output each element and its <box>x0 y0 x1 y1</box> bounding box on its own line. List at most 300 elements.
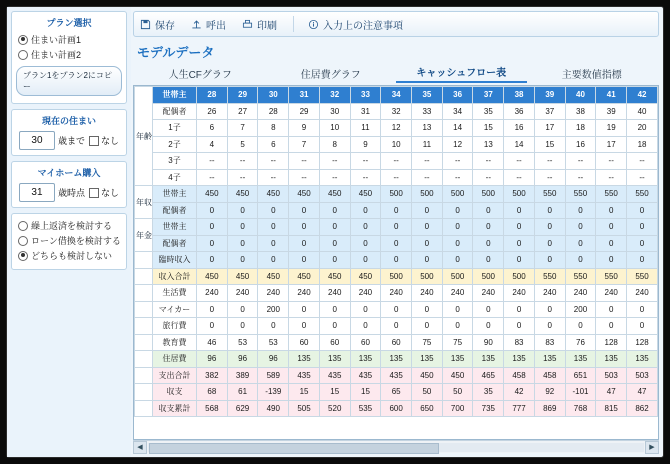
table-cell[interactable]: 550 <box>627 186 658 203</box>
tab-life-cf-graph[interactable]: 人生CFグラフ <box>168 70 232 81</box>
table-cell[interactable]: 35 <box>412 87 443 104</box>
table-cell[interactable]: 4 <box>197 136 228 153</box>
table-cell[interactable]: 0 <box>350 318 381 335</box>
table-cell[interactable]: 135 <box>504 351 535 368</box>
table-cell[interactable]: 135 <box>289 351 320 368</box>
loan-option-refinance[interactable] <box>18 234 122 247</box>
table-cell[interactable]: 68 <box>197 384 228 401</box>
table-cell[interactable]: 0 <box>381 301 412 318</box>
table-cell[interactable]: -- <box>258 169 289 186</box>
table-cell[interactable]: 16 <box>504 120 535 137</box>
table-cell[interactable]: 90 <box>473 334 504 351</box>
table-cell[interactable]: 0 <box>319 219 350 236</box>
table-cell[interactable]: 240 <box>565 285 596 302</box>
table-cell[interactable]: 0 <box>381 219 412 236</box>
table-cell[interactable]: 36 <box>504 103 535 120</box>
table-cell[interactable]: 47 <box>596 384 627 401</box>
table-cell[interactable]: 135 <box>442 351 473 368</box>
table-cell[interactable]: 0 <box>197 252 228 269</box>
table-cell[interactable]: 31 <box>350 103 381 120</box>
table-cell[interactable]: 135 <box>627 351 658 368</box>
table-cell[interactable]: 96 <box>227 351 258 368</box>
table-cell[interactable]: 15 <box>350 384 381 401</box>
table-cell[interactable]: 0 <box>350 301 381 318</box>
table-row[interactable] <box>135 301 658 318</box>
table-cell[interactable]: 0 <box>534 301 565 318</box>
copy-plan-button[interactable]: プラン1をプラン2にコピー <box>16 66 122 96</box>
table-cell[interactable]: 240 <box>412 285 443 302</box>
scroll-track[interactable] <box>148 443 644 452</box>
table-cell[interactable]: 550 <box>596 186 627 203</box>
table-cell[interactable]: 0 <box>412 235 443 252</box>
table-cell[interactable]: 83 <box>534 334 565 351</box>
table-cell[interactable]: 0 <box>534 219 565 236</box>
table-cell[interactable]: 35 <box>473 384 504 401</box>
radio-icon[interactable] <box>18 251 28 261</box>
table-cell[interactable]: 27 <box>227 103 258 120</box>
table-cell[interactable]: 13 <box>412 120 443 137</box>
table-cell[interactable]: 0 <box>473 202 504 219</box>
table-cell[interactable]: 76 <box>565 334 596 351</box>
table-cell[interactable]: 0 <box>227 235 258 252</box>
table-cell[interactable]: 0 <box>534 235 565 252</box>
table-cell[interactable]: 92 <box>534 384 565 401</box>
table-cell[interactable]: 0 <box>565 252 596 269</box>
table-cell[interactable]: 0 <box>258 235 289 252</box>
table-row[interactable] <box>135 367 658 384</box>
table-cell[interactable]: 75 <box>442 334 473 351</box>
table-cell[interactable]: -- <box>473 169 504 186</box>
table-cell[interactable]: 500 <box>442 186 473 203</box>
table-cell[interactable]: 18 <box>627 136 658 153</box>
table-cell[interactable]: 651 <box>565 367 596 384</box>
table-cell[interactable]: 550 <box>565 268 596 285</box>
table-cell[interactable]: -139 <box>258 384 289 401</box>
loan-option-none[interactable] <box>18 249 122 262</box>
table-cell[interactable]: -- <box>627 169 658 186</box>
radio-icon[interactable] <box>18 35 28 45</box>
table-cell[interactable]: 589 <box>258 367 289 384</box>
table-cell[interactable]: 0 <box>289 252 320 269</box>
table-cell[interactable]: 0 <box>565 235 596 252</box>
table-cell[interactable]: 46 <box>197 334 228 351</box>
table-cell[interactable]: 0 <box>319 252 350 269</box>
table-cell[interactable]: 83 <box>504 334 535 351</box>
radio-icon[interactable] <box>18 221 28 231</box>
table-cell[interactable]: 735 <box>473 400 504 417</box>
table-cell[interactable]: 0 <box>289 219 320 236</box>
table-cell[interactable]: 135 <box>534 351 565 368</box>
table-cell[interactable]: 520 <box>319 400 350 417</box>
table-cell[interactable]: 0 <box>627 301 658 318</box>
table-cell[interactable]: 135 <box>565 351 596 368</box>
table-cell[interactable]: 28 <box>197 87 228 104</box>
table-cell[interactable]: 503 <box>627 367 658 384</box>
table-cell[interactable]: 0 <box>197 219 228 236</box>
table-cell[interactable]: 34 <box>381 87 412 104</box>
table-cell[interactable]: 0 <box>627 252 658 269</box>
table-cell[interactable]: -- <box>565 153 596 170</box>
table-cell[interactable]: 0 <box>504 318 535 335</box>
table-cell[interactable]: 75 <box>412 334 443 351</box>
table-row[interactable] <box>135 235 658 252</box>
scroll-left-button[interactable]: ◀ <box>133 441 147 454</box>
table-cell[interactable]: 128 <box>627 334 658 351</box>
table-cell[interactable]: 240 <box>289 285 320 302</box>
table-cell[interactable]: -- <box>227 169 258 186</box>
table-cell[interactable]: 240 <box>442 285 473 302</box>
table-cell[interactable]: 38 <box>565 103 596 120</box>
table-cell[interactable]: 0 <box>565 219 596 236</box>
table-cell[interactable]: -- <box>442 169 473 186</box>
table-cell[interactable]: 0 <box>197 301 228 318</box>
print-button[interactable] <box>242 17 277 32</box>
table-cell[interactable]: 435 <box>319 367 350 384</box>
table-cell[interactable]: 450 <box>442 367 473 384</box>
table-cell[interactable]: 8 <box>319 136 350 153</box>
table-cell[interactable]: 15 <box>289 384 320 401</box>
table-cell[interactable]: 32 <box>381 103 412 120</box>
table-cell[interactable]: 14 <box>442 120 473 137</box>
table-cell[interactable]: 13 <box>473 136 504 153</box>
table-cell[interactable]: 96 <box>197 351 228 368</box>
table-cell[interactable]: 11 <box>350 120 381 137</box>
table-cell[interactable]: -- <box>289 169 320 186</box>
table-cell[interactable]: 32 <box>319 87 350 104</box>
table-cell[interactable]: 450 <box>350 268 381 285</box>
table-cell[interactable]: 135 <box>596 351 627 368</box>
table-cell[interactable]: -101 <box>565 384 596 401</box>
scroll-right-button[interactable]: ▶ <box>645 441 659 454</box>
table-cell[interactable]: -- <box>319 169 350 186</box>
table-cell[interactable]: 435 <box>289 367 320 384</box>
table-cell[interactable]: 0 <box>319 318 350 335</box>
table-cell[interactable]: 0 <box>534 252 565 269</box>
save-button[interactable] <box>140 17 175 32</box>
table-cell[interactable]: 135 <box>412 351 443 368</box>
table-cell[interactable]: 14 <box>504 136 535 153</box>
table-cell[interactable]: 9 <box>350 136 381 153</box>
table-cell[interactable]: 34 <box>442 103 473 120</box>
table-cell[interactable]: 0 <box>442 301 473 318</box>
table-row[interactable] <box>135 285 658 302</box>
table-row[interactable] <box>135 186 658 203</box>
table-cell[interactable]: 7 <box>289 136 320 153</box>
table-cell[interactable]: 0 <box>197 202 228 219</box>
table-cell[interactable]: 0 <box>442 235 473 252</box>
table-cell[interactable]: 0 <box>258 252 289 269</box>
horizontal-scrollbar[interactable] <box>133 440 659 453</box>
table-cell[interactable]: 135 <box>319 351 350 368</box>
table-cell[interactable]: 38 <box>504 87 535 104</box>
table-cell[interactable]: 10 <box>381 136 412 153</box>
table-cell[interactable]: 0 <box>504 235 535 252</box>
table-cell[interactable]: 15 <box>319 384 350 401</box>
table-cell[interactable]: 450 <box>319 186 350 203</box>
table-cell[interactable]: 0 <box>504 252 535 269</box>
table-cell[interactable]: -- <box>596 153 627 170</box>
table-cell[interactable]: 0 <box>258 219 289 236</box>
table-cell[interactable]: 240 <box>197 285 228 302</box>
table-cell[interactable]: 7 <box>227 120 258 137</box>
table-cell[interactable]: 37 <box>473 87 504 104</box>
table-row[interactable] <box>135 252 658 269</box>
table-row[interactable] <box>135 202 658 219</box>
table-cell[interactable]: -- <box>596 169 627 186</box>
table-cell[interactable]: -- <box>504 169 535 186</box>
table-cell[interactable]: 869 <box>534 400 565 417</box>
table-cell[interactable]: 458 <box>534 367 565 384</box>
table-cell[interactable]: 39 <box>596 103 627 120</box>
table-cell[interactable]: -- <box>412 169 443 186</box>
table-cell[interactable]: 650 <box>412 400 443 417</box>
plan-option-1[interactable] <box>18 33 122 46</box>
table-cell[interactable]: 33 <box>350 87 381 104</box>
table-cell[interactable]: 19 <box>596 120 627 137</box>
table-cell[interactable]: -- <box>197 153 228 170</box>
table-cell[interactable]: 0 <box>442 252 473 269</box>
table-cell[interactable]: 0 <box>627 202 658 219</box>
table-cell[interactable]: 6 <box>197 120 228 137</box>
table-cell[interactable]: 17 <box>534 120 565 137</box>
table-cell[interactable]: 450 <box>289 268 320 285</box>
table-cell[interactable]: 0 <box>350 202 381 219</box>
table-cell[interactable]: 389 <box>227 367 258 384</box>
table-cell[interactable]: -- <box>473 153 504 170</box>
table-cell[interactable]: 240 <box>534 285 565 302</box>
table-cell[interactable]: 10 <box>319 120 350 137</box>
table-cell[interactable]: -- <box>350 169 381 186</box>
table-cell[interactable]: 0 <box>534 202 565 219</box>
purchase-checkbox[interactable] <box>89 188 99 198</box>
table-cell[interactable]: 458 <box>504 367 535 384</box>
table-cell[interactable]: 37 <box>534 103 565 120</box>
table-cell[interactable]: 0 <box>504 301 535 318</box>
table-cell[interactable]: 0 <box>350 235 381 252</box>
tab-cashflow-table[interactable]: キャッシュフロー表 <box>396 64 527 83</box>
table-cell[interactable]: 0 <box>412 219 443 236</box>
table-cell[interactable]: -- <box>289 153 320 170</box>
table-cell[interactable]: 535 <box>350 400 381 417</box>
table-cell[interactable]: 500 <box>504 186 535 203</box>
table-cell[interactable]: 0 <box>258 318 289 335</box>
table-cell[interactable]: 42 <box>504 384 535 401</box>
table-cell[interactable]: -- <box>565 169 596 186</box>
table-cell[interactable]: 16 <box>565 136 596 153</box>
table-row[interactable] <box>135 351 658 368</box>
notes-button[interactable] <box>308 17 403 32</box>
table-cell[interactable]: 60 <box>289 334 320 351</box>
table-cell[interactable]: -- <box>197 169 228 186</box>
table-cell[interactable]: 240 <box>227 285 258 302</box>
table-cell[interactable]: -- <box>534 153 565 170</box>
table-cell[interactable]: 30 <box>258 87 289 104</box>
tab-housing-cost-graph[interactable]: 住居費グラフ <box>300 70 361 81</box>
table-cell[interactable]: 0 <box>596 301 627 318</box>
table-cell[interactable]: 450 <box>412 367 443 384</box>
table-cell[interactable]: 0 <box>596 318 627 335</box>
table-cell[interactable]: -- <box>258 153 289 170</box>
table-cell[interactable]: 629 <box>227 400 258 417</box>
table-cell[interactable]: 0 <box>289 318 320 335</box>
table-cell[interactable]: -- <box>627 153 658 170</box>
current-home-age-input[interactable]: 30 <box>19 131 55 150</box>
table-row[interactable] <box>135 334 658 351</box>
radio-icon[interactable] <box>18 236 28 246</box>
table-cell[interactable]: 550 <box>534 186 565 203</box>
table-cell[interactable]: 12 <box>381 120 412 137</box>
table-cell[interactable]: 135 <box>381 351 412 368</box>
table-cell[interactable]: 450 <box>197 186 228 203</box>
table-row[interactable] <box>135 384 658 401</box>
table-cell[interactable]: 29 <box>289 103 320 120</box>
table-cell[interactable]: 550 <box>627 268 658 285</box>
table-cell[interactable]: 382 <box>197 367 228 384</box>
table-cell[interactable]: 450 <box>227 268 258 285</box>
table-cell[interactable]: 0 <box>289 235 320 252</box>
table-row[interactable] <box>135 136 658 153</box>
table-cell[interactable]: 450 <box>258 186 289 203</box>
scroll-thumb[interactable] <box>149 443 439 454</box>
table-cell[interactable]: 450 <box>227 186 258 203</box>
table-cell[interactable]: 450 <box>289 186 320 203</box>
table-cell[interactable]: 0 <box>258 202 289 219</box>
table-cell[interactable]: 0 <box>596 219 627 236</box>
table-cell[interactable]: 0 <box>197 235 228 252</box>
table-cell[interactable]: 500 <box>473 268 504 285</box>
table-cell[interactable]: 240 <box>596 285 627 302</box>
table-cell[interactable]: 0 <box>381 318 412 335</box>
table-cell[interactable]: 0 <box>227 318 258 335</box>
table-cell[interactable]: 9 <box>289 120 320 137</box>
table-row[interactable] <box>135 87 658 104</box>
table-cell[interactable]: 40 <box>565 87 596 104</box>
table-cell[interactable]: 768 <box>565 400 596 417</box>
table-row[interactable] <box>135 268 658 285</box>
table-cell[interactable]: 0 <box>227 301 258 318</box>
table-cell[interactable]: 435 <box>381 367 412 384</box>
table-cell[interactable]: 60 <box>381 334 412 351</box>
table-row[interactable] <box>135 400 658 417</box>
table-cell[interactable]: 0 <box>227 219 258 236</box>
table-cell[interactable]: 0 <box>442 219 473 236</box>
table-cell[interactable]: 18 <box>565 120 596 137</box>
table-cell[interactable]: 0 <box>596 252 627 269</box>
table-cell[interactable]: 0 <box>473 235 504 252</box>
table-cell[interactable]: 0 <box>227 252 258 269</box>
table-cell[interactable]: 450 <box>350 186 381 203</box>
table-cell[interactable]: 505 <box>289 400 320 417</box>
table-cell[interactable]: 0 <box>627 235 658 252</box>
table-cell[interactable]: 500 <box>381 186 412 203</box>
table-cell[interactable]: 0 <box>197 318 228 335</box>
table-cell[interactable]: 500 <box>381 268 412 285</box>
table-cell[interactable]: 47 <box>627 384 658 401</box>
table-cell[interactable]: 435 <box>350 367 381 384</box>
table-row[interactable] <box>135 103 658 120</box>
table-cell[interactable]: 35 <box>473 103 504 120</box>
table-cell[interactable]: 0 <box>442 202 473 219</box>
table-cell[interactable]: 550 <box>596 268 627 285</box>
table-cell[interactable]: 0 <box>596 235 627 252</box>
table-cell[interactable]: -- <box>381 153 412 170</box>
table-cell[interactable]: 15 <box>473 120 504 137</box>
loan-option-prepay[interactable] <box>18 219 122 232</box>
table-cell[interactable]: 700 <box>442 400 473 417</box>
table-cell[interactable]: 240 <box>319 285 350 302</box>
table-cell[interactable]: 240 <box>627 285 658 302</box>
table-cell[interactable]: 30 <box>319 103 350 120</box>
plan-option-2[interactable] <box>18 48 122 61</box>
table-cell[interactable]: 240 <box>473 285 504 302</box>
table-cell[interactable]: 200 <box>565 301 596 318</box>
table-cell[interactable]: 6 <box>258 136 289 153</box>
table-cell[interactable]: 0 <box>627 318 658 335</box>
table-cell[interactable]: 500 <box>442 268 473 285</box>
table-cell[interactable]: 60 <box>350 334 381 351</box>
table-cell[interactable]: 61 <box>227 384 258 401</box>
table-cell[interactable]: 0 <box>534 318 565 335</box>
table-cell[interactable]: 0 <box>227 202 258 219</box>
table-cell[interactable]: 0 <box>319 301 350 318</box>
current-home-checkbox[interactable] <box>89 136 99 146</box>
table-row[interactable] <box>135 153 658 170</box>
table-cell[interactable]: 0 <box>565 202 596 219</box>
table-cell[interactable]: 39 <box>534 87 565 104</box>
table-cell[interactable]: 0 <box>350 219 381 236</box>
table-cell[interactable]: 500 <box>412 268 443 285</box>
table-cell[interactable]: 5 <box>227 136 258 153</box>
table-cell[interactable]: 50 <box>442 384 473 401</box>
table-cell[interactable]: 0 <box>381 252 412 269</box>
table-cell[interactable]: 17 <box>596 136 627 153</box>
table-cell[interactable]: 600 <box>381 400 412 417</box>
table-cell[interactable]: 0 <box>319 202 350 219</box>
table-cell[interactable]: 53 <box>227 334 258 351</box>
table-cell[interactable]: 0 <box>473 252 504 269</box>
table-cell[interactable]: 568 <box>197 400 228 417</box>
table-cell[interactable]: 550 <box>534 268 565 285</box>
table-cell[interactable]: -- <box>534 169 565 186</box>
table-cell[interactable]: 60 <box>319 334 350 351</box>
table-cell[interactable]: 500 <box>473 186 504 203</box>
table-cell[interactable]: 0 <box>412 318 443 335</box>
table-cell[interactable]: 490 <box>258 400 289 417</box>
table-cell[interactable]: -- <box>381 169 412 186</box>
table-row[interactable] <box>135 219 658 236</box>
table-cell[interactable]: 53 <box>258 334 289 351</box>
table-cell[interactable]: 450 <box>319 268 350 285</box>
cashflow-table-wrapper[interactable] <box>133 85 659 440</box>
table-cell[interactable]: 240 <box>258 285 289 302</box>
table-cell[interactable]: 0 <box>473 301 504 318</box>
table-row[interactable] <box>135 169 658 186</box>
table-cell[interactable]: 135 <box>350 351 381 368</box>
table-cell[interactable]: 500 <box>412 186 443 203</box>
table-cell[interactable]: 50 <box>412 384 443 401</box>
table-cell[interactable]: 450 <box>258 268 289 285</box>
table-cell[interactable]: 31 <box>289 87 320 104</box>
table-cell[interactable]: 0 <box>381 235 412 252</box>
table-cell[interactable]: 0 <box>442 318 473 335</box>
table-cell[interactable]: 42 <box>627 87 658 104</box>
table-row[interactable] <box>135 318 658 335</box>
table-cell[interactable]: 15 <box>534 136 565 153</box>
table-cell[interactable]: -- <box>412 153 443 170</box>
tab-key-indicators[interactable]: 主要数値指標 <box>561 70 622 81</box>
table-cell[interactable]: 128 <box>596 334 627 351</box>
table-cell[interactable]: 240 <box>350 285 381 302</box>
